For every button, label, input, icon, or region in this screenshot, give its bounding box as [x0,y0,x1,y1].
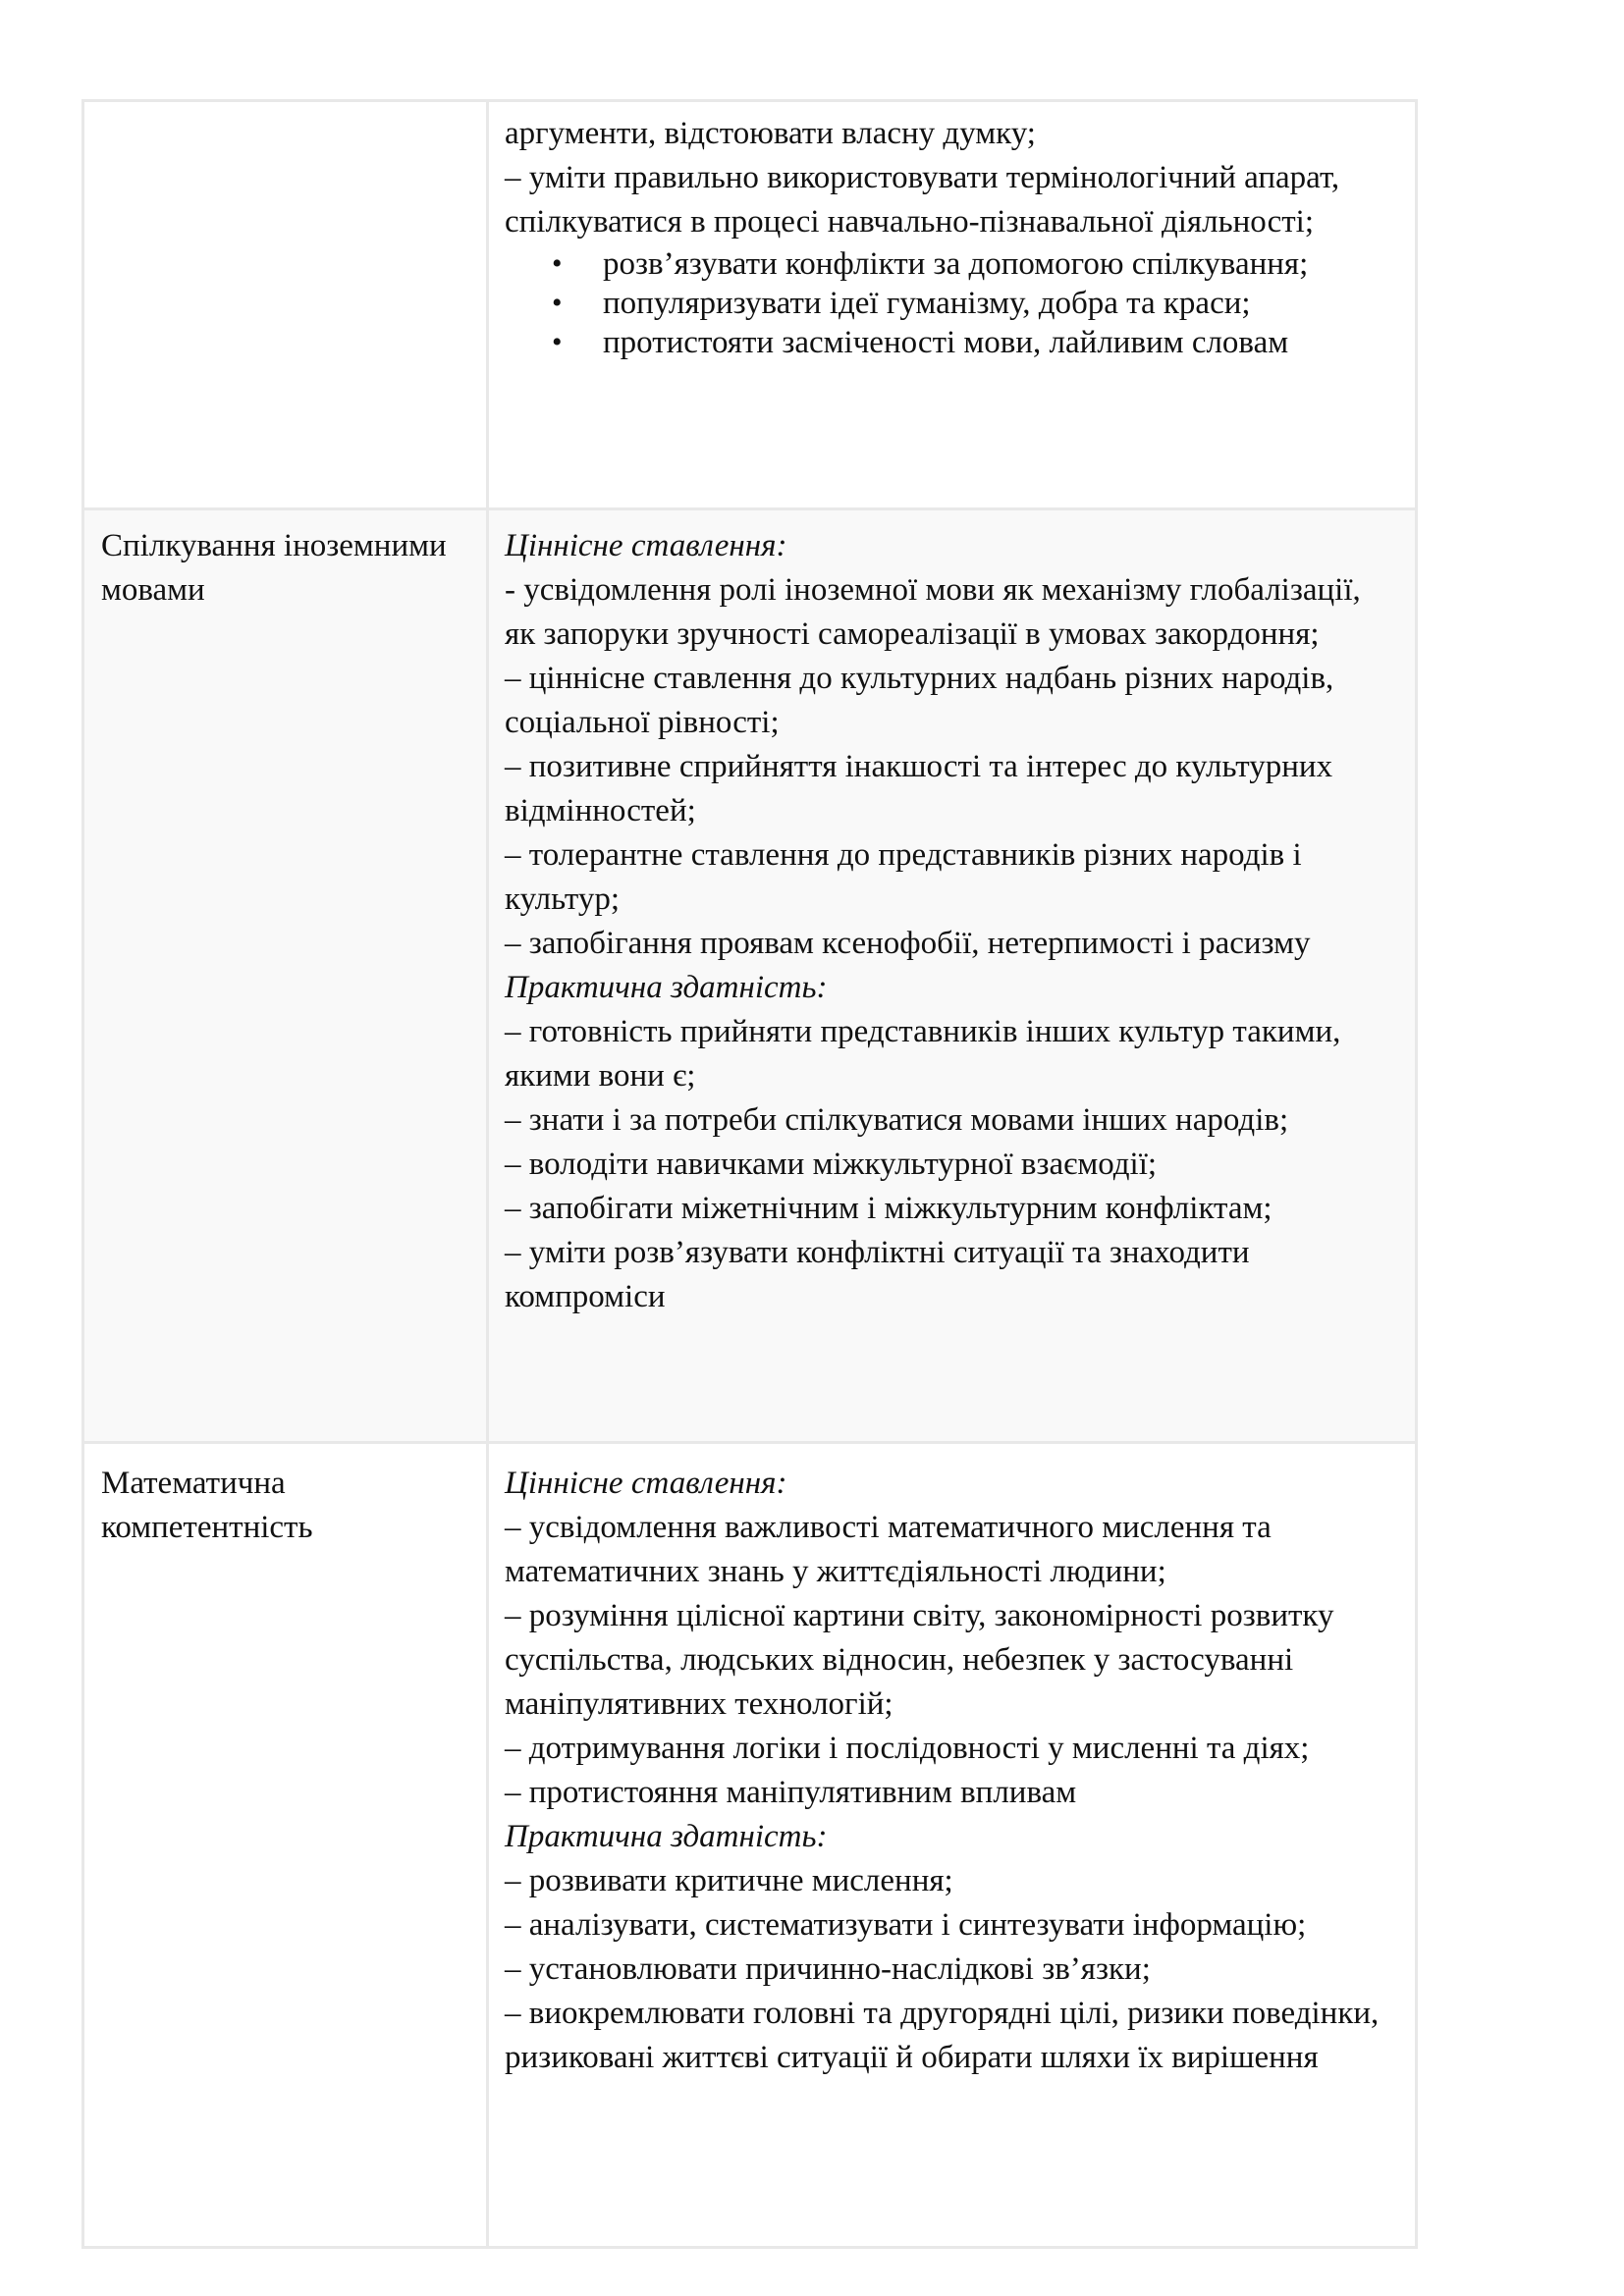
text-line: – знати і за потреби спілкуватися мовами інших народів; [505,1102,1289,1138]
text-line: – уміти правильно використовувати термінологічний апарат, спілкуватися в процесі навчально-пізнавальної діяльності; [505,160,1340,240]
description-cell [488,509,1417,1443]
text-line: – ціннісне ставлення до культурних надбань різних народів, соціальної рівності; [505,661,1334,740]
text-line: – протистояння маніпулятивним впливам [505,1775,1077,1810]
text-line: – уміти розв’язувати конфліктні ситуації та знаходити компроміси [505,1235,1250,1314]
competency-cell: Математична компетентність [83,1443,488,2248]
description-cell [488,101,1417,509]
text-line: – запобігання проявам ксенофобії, нетерпимості і расизму [505,926,1311,961]
text-line: – володіти навичками міжкультурної взаємодії; [505,1147,1158,1182]
competency-table [81,99,1418,2249]
text-line: – розуміння цілісної картини світу, закономірності розвитку суспільства, людських відносин, небезпек у застосуванні маніпулятивних технологій; [505,1598,1334,1722]
bullet-item: • популяризувати ідеї гуманізму, добра та краси; [603,284,1399,323]
description-cell [488,1443,1417,2248]
table-row [83,509,1417,1443]
table-row [83,101,1417,509]
text-line: – виокремлювати головні та другорядні цілі, ризики поведінки, ризиковані життєві ситуації й обирати шляхи їх вирішення [505,1996,1380,2075]
table-row [83,1443,1417,2248]
section-heading: Практична здатність: [505,1819,828,1854]
text-line: – розвивати критичне мислення; [505,1863,953,1898]
text-line: - усвідомлення ролі іноземної мови як механізму глобалізації, як запоруки зручності самореалізації в умовах закордоння; [505,572,1361,652]
text-line: – позитивне сприйняття інакшості та інтерес до культурних відмінностей; [505,749,1333,828]
text-line: – готовність прийняти представників інших культур такими, якими вони є; [505,1014,1341,1094]
text-line: – толерантне ставлення до представників різних народів і культур; [505,837,1302,917]
bullet-item: • протистояти засміченості мови, лайливим словам [603,323,1399,362]
section-heading: Ціннісне ставлення: [505,528,787,563]
text-line: – дотримування логіки і послідовності у мисленні та діях; [505,1731,1310,1766]
text-line: аргументи, відстоювати власну думку; [505,116,1036,151]
text-line: – усвідомлення важливості математичного мислення та математичних знань у життєдіяльності людини; [505,1510,1272,1589]
text-line: – установлювати причинно-наслідкові зв’язки; [505,1951,1151,1987]
text-line: – запобігати міжетнічним і міжкультурним конфліктам; [505,1191,1272,1226]
section-heading: Ціннісне ставлення: [505,1466,787,1501]
text-line: – аналізувати, систематизувати і синтезувати інформацію; [505,1907,1307,1943]
bullet-item: • розв’язувати конфлікти за допомогою спілкування; [603,244,1399,284]
section-heading: Практична здатність: [505,970,828,1005]
bullet-list [505,244,1399,362]
competency-cell: Спілкування іноземними мовами [83,509,488,1443]
competency-cell [83,101,488,509]
